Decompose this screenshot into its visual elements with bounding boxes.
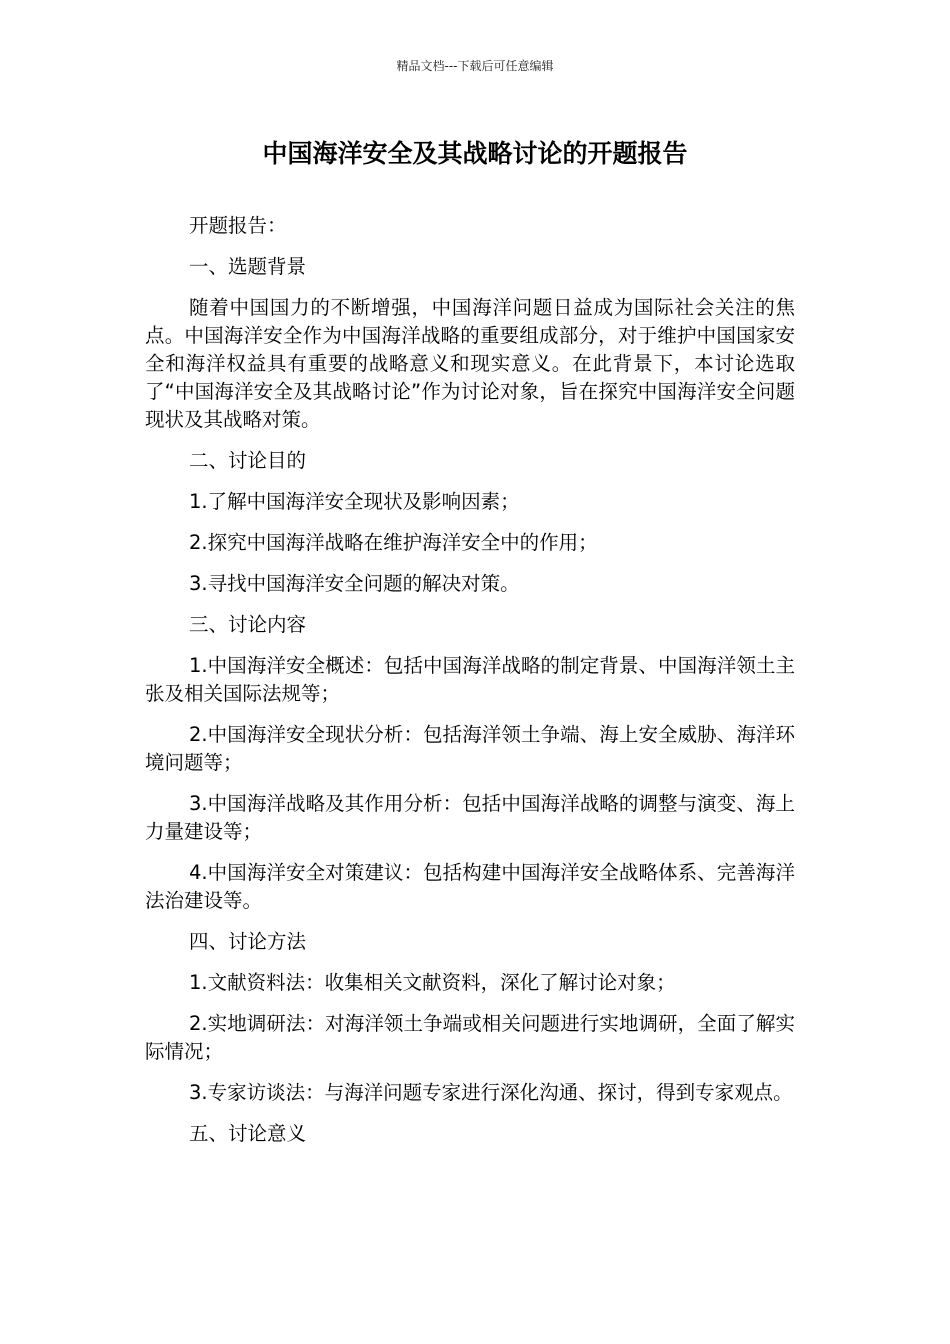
method-item-2: 2.实地调研法：对海洋领土争端或相关问题进行实地调研，全面了解实际情况； [145, 1012, 795, 1063]
section-heading-background: 一、选题背景 [189, 255, 307, 278]
document-title: 中国海洋安全及其战略讨论的开题报告 [262, 139, 688, 168]
purpose-item-3: 3.寻找中国海洋安全问题的解决对策。 [189, 572, 520, 595]
document-body [145, 212, 795, 1161]
purpose-item-2: 2.探究中国海洋战略在维护海洋安全中的作用； [189, 531, 598, 554]
section-heading-purpose: 二、讨论目的 [189, 449, 307, 472]
purpose-item-1: 1.了解中国海洋安全现状及影响因素； [189, 490, 520, 513]
content-item-2: 2.中国海洋安全现状分析：包括海洋领土争端、海上安全威胁、海洋环境问题等； [145, 723, 795, 774]
section-heading-content: 三、讨论内容 [189, 613, 307, 636]
method-item-3: 3.专家访谈法：与海洋问题专家进行深化沟通、探讨，得到专家观点。 [189, 1081, 793, 1104]
background-paragraph: 随着中国国力的不断增强，中国海洋问题日益成为国际社会关注的焦点。中国海洋安全作为中国海洋战略的重要组成部分，对于维护中国国家安全和海洋权益具有重要的战略意义和现实意义。在此背景下，本讨论选取了“中国海洋安全及其战略讨论”作为讨论对象，旨在探究中国海洋安全问题现状及其战略对策。 [145, 296, 795, 431]
method-item-1: 1.文献资料法：收集相关文献资料，深化了解讨论对象； [189, 971, 676, 994]
section-heading-significance: 五、讨论意义 [189, 1122, 307, 1145]
header-note: 精品文档---下载后可任意编辑 [396, 59, 554, 73]
intro-label: 开题报告： [189, 214, 287, 237]
content-item-3: 3.中国海洋战略及其作用分析：包括中国海洋战略的调整与演变、海上力量建设等； [145, 792, 795, 843]
content-item-4: 4.中国海洋安全对策建议：包括构建中国海洋安全战略体系、完善海洋法治建设等。 [145, 861, 795, 912]
section-heading-method: 四、讨论方法 [189, 930, 307, 953]
content-item-1: 1.中国海洋安全概述：包括中国海洋战略的制定背景、中国海洋领土主张及相关国际法规等； [145, 654, 795, 705]
